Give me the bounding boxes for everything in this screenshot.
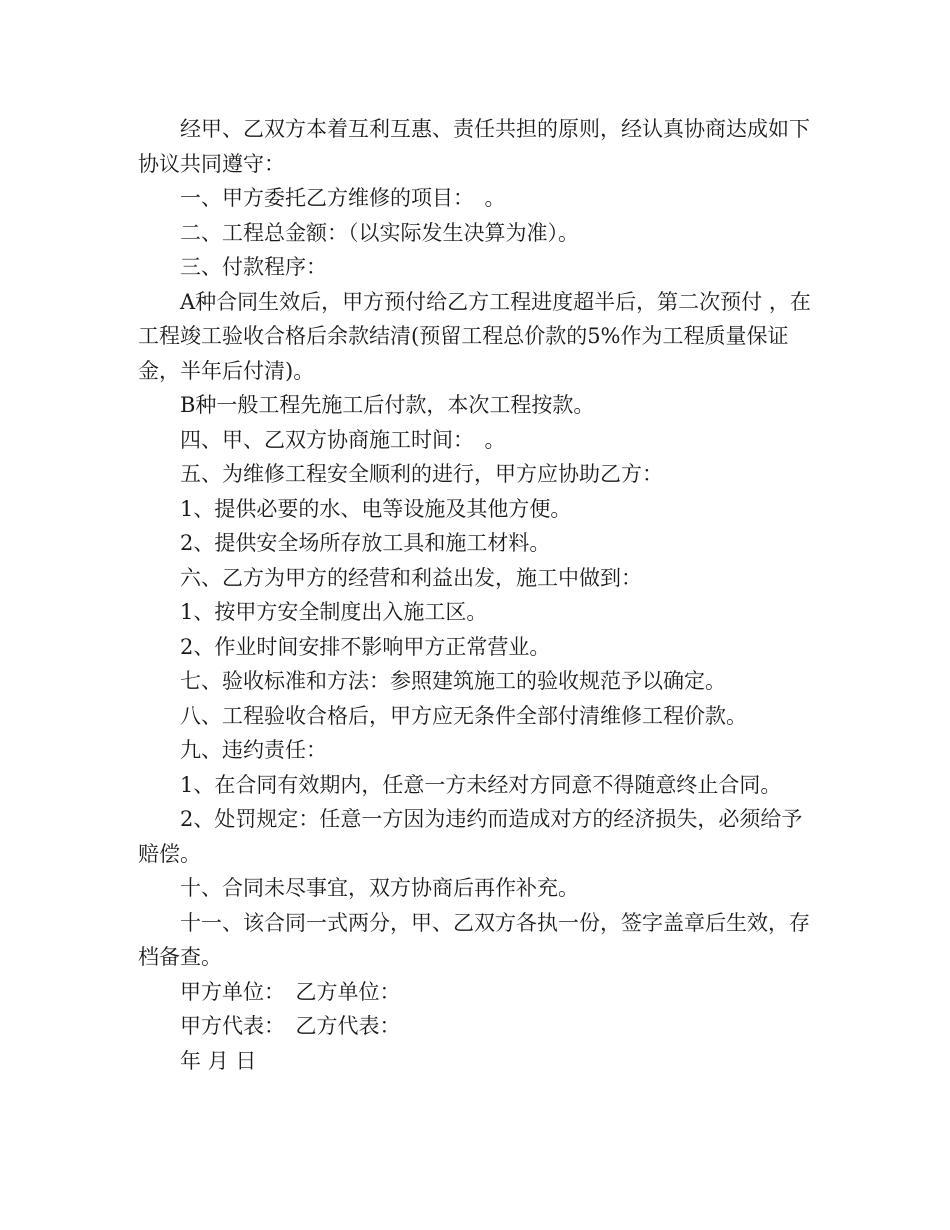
clause-5-party-a-assistance: 五、为维修工程安全顺利的进行，甲方应协助乙方： <box>180 462 663 486</box>
clause-6-item-1: 1、按甲方安全制度出入施工区。 <box>180 600 488 624</box>
clause-3-payment-heading: 三、付款程序： <box>180 255 327 279</box>
clause-7-acceptance-standard: 七、验收标准和方法：参照建筑施工的验收规范予以确定。 <box>180 669 726 693</box>
clause-8-final-payment: 八、工程验收合格后，甲方应无条件全部付清维修工程价款。 <box>180 703 747 728</box>
date-line: 年 月 日 <box>180 1048 257 1073</box>
signature-units-line: 甲方单位： 乙方单位： <box>180 979 401 1004</box>
clause-9-item-1: 1、在合同有效期内，任意一方未经对方同意不得随意终止合同。 <box>180 772 782 797</box>
payment-option-a: A种合同生效后，甲方预付给乙方工程进度超半后，第二次预付 ，在工程竣工验收合格后余款结清(预留工程总价款的5%作为工程质量保证金，半年后付清)。 <box>138 289 811 383</box>
intro-paragraph: 经甲、乙双方本着互利互惠、责任共担的原则，经认真协商达成如下协议共同遵守： <box>138 117 810 176</box>
clause-5-item-2: 2、提供安全场所存放工具和施工材料。 <box>180 531 551 555</box>
clause-6-item-2: 2、作业时间安排不影响甲方正常营业。 <box>180 634 551 659</box>
clause-9-breach-heading: 九、违约责任： <box>180 738 327 762</box>
clause-11-copies: 十一、该合同一式两分，甲、乙双方各执一份，签字盖章后生效，存档备查。 <box>138 910 810 969</box>
clause-5-item-1: 1、提供必要的水、电等设施及其他方便。 <box>180 496 572 521</box>
clause-1-repair-project: 一、甲方委托乙方维修的项目： 。 <box>180 186 506 210</box>
clause-2-total-amount: 二、工程总金额：（以实际发生决算为准）。 <box>180 220 579 245</box>
clause-6-party-b-obligations: 六、乙方为甲方的经营和利益出发，施工中做到： <box>180 565 642 590</box>
clause-9-item-2: 2、处罚规定：任意一方因为违约而造成对方的经济损失，必须给予赔偿。 <box>138 807 803 866</box>
signature-representatives-line: 甲方代表： 乙方代表： <box>180 1014 401 1038</box>
clause-4-construction-time: 四、甲、乙双方协商施工时间： 。 <box>180 427 506 452</box>
clause-10-supplement: 十、合同未尽事宜，双方协商后再作补充。 <box>180 876 579 900</box>
payment-option-b: B种一般工程先施工后付款，本次工程按款。 <box>180 393 595 417</box>
contract-body <box>138 112 814 1078</box>
